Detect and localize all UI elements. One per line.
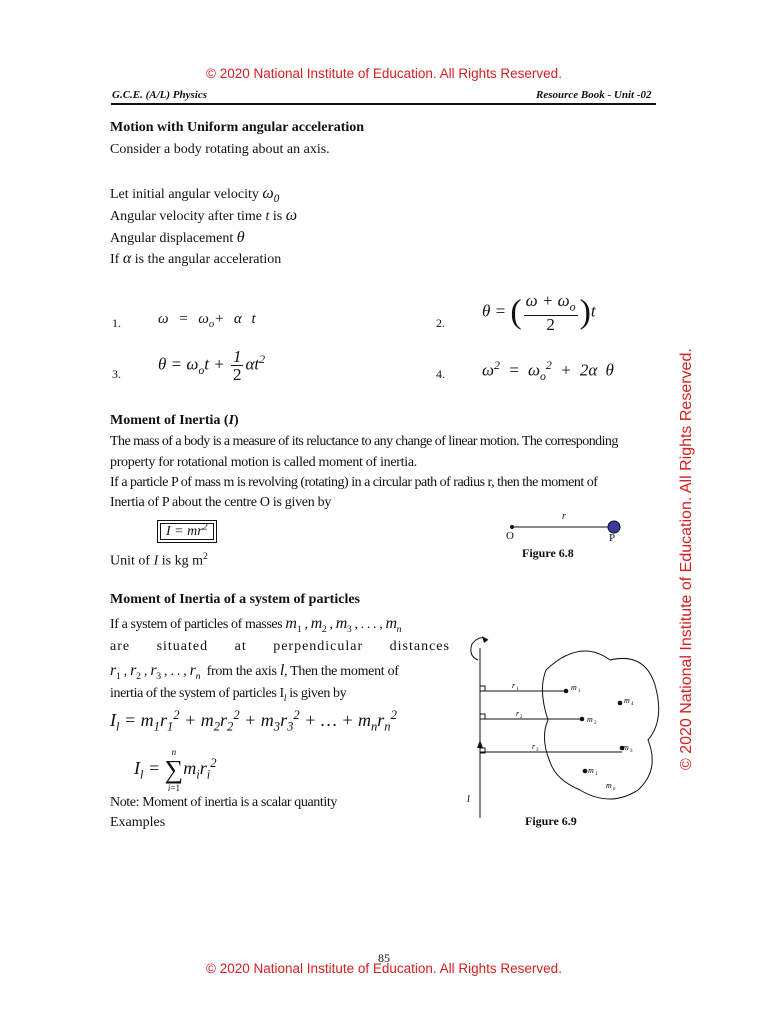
angular-acceleration-line: If α is the angular acceleration bbox=[110, 250, 282, 267]
svg-text:m: m bbox=[606, 781, 612, 790]
figure-6-8-O-label: O bbox=[506, 530, 514, 542]
svg-text:1: 1 bbox=[516, 687, 519, 692]
word-at: at bbox=[234, 639, 247, 654]
word-perpendicular: perpendicular bbox=[273, 639, 364, 654]
unit-of-inertia: Unit of I is kg $m^2$ bbox=[110, 551, 208, 569]
svg-text:r: r bbox=[516, 709, 520, 718]
moi-paragraph-line-2: property for rotational motion is called moment of inertia. bbox=[110, 455, 417, 470]
angular-velocity-label: Angular velocity after time bbox=[110, 209, 262, 224]
section-title-moment-of-inertia: Moment of Inertia (I) bbox=[110, 413, 239, 428]
angular-velocity-line: Angular velocity after time t is ω bbox=[110, 207, 298, 224]
copyright-bottom: © 2020 National Institute of Education. All Rights Reserved. bbox=[206, 961, 562, 976]
svg-text:r: r bbox=[512, 681, 516, 690]
system-line-3: $r_1$ , $r_2$ , $r_3$ , . . , $r_n$ from the axis l, Then the moment of bbox=[110, 662, 399, 682]
equation-number-3: 3. bbox=[112, 367, 121, 381]
unit-label: Unit of bbox=[110, 553, 151, 569]
copyright-vertical: © 2020 National Institute of Education. All Rights Reserved. bbox=[678, 348, 695, 770]
initial-angular-velocity-line: Let initial angular velocity $\omega_0$ bbox=[110, 185, 280, 206]
svg-text:m: m bbox=[571, 683, 577, 692]
intro-text: Consider a body rotating about an axis. bbox=[110, 142, 330, 157]
equation-number-2: 2. bbox=[436, 316, 445, 330]
boxed-formula-I-mr2: $I = mr^2$ bbox=[160, 521, 214, 540]
svg-text:m: m bbox=[588, 766, 594, 775]
system-line-4: inertia of the system of particles $I_l$ is given by bbox=[110, 686, 347, 704]
svg-text:2: 2 bbox=[594, 721, 597, 726]
svg-text:l: l bbox=[467, 794, 470, 805]
svg-text:r: r bbox=[532, 742, 536, 751]
equation-4: $\omega^2 = \omega_o^2 + 2\alpha$ θ bbox=[482, 358, 614, 384]
system-line-2 bbox=[110, 637, 450, 657]
is-word: is bbox=[272, 209, 283, 224]
system-line-1: If a system of particles of masses $m_1$ , $m_2$ , $m_3$ , . . . , $m_n$ bbox=[110, 615, 402, 635]
then-moment-text: , Then the moment of bbox=[283, 664, 399, 679]
from-the-axis-text: from the axis bbox=[206, 664, 277, 679]
figure-6-8-r-label: r bbox=[562, 511, 566, 522]
inertia-symbol: I bbox=[153, 553, 159, 569]
svg-text:4: 4 bbox=[631, 702, 634, 707]
system-line-1-text: If a system of particles of masses bbox=[110, 617, 283, 632]
page-number: 85 bbox=[378, 951, 390, 965]
equation-2: θ = ( $\frac{\omega + \omega_o}{2}$ )t bbox=[482, 291, 596, 335]
angular-displacement-label: Angular displacement bbox=[110, 231, 234, 246]
header-right: Resource Book - Unit -02 bbox=[536, 89, 652, 101]
word-are: are bbox=[110, 639, 131, 654]
equation-number-4: 4. bbox=[436, 367, 445, 381]
svg-text:1: 1 bbox=[578, 689, 581, 694]
figure-6-9-diagram bbox=[460, 630, 670, 820]
svg-text:m: m bbox=[587, 715, 593, 724]
note-scalar-quantity: Note: Moment of inertia is a scalar quantity bbox=[110, 795, 337, 810]
copyright-top: © 2020 National Institute of Education. All Rights Reserved. bbox=[206, 66, 562, 81]
equation-3: $\theta = \omega_ot$ + $\frac{1}{2}$ $\alpha t^2$ bbox=[158, 347, 266, 384]
header-left: G.C.E. (A/L) Physics bbox=[112, 89, 208, 101]
system-inertia-sum-expanded: $I_l = m_1r_1^2 + m_2r_2^2 + m_3r_3^2$ + … + $m_nr_n^2$ bbox=[110, 708, 397, 734]
word-distances: distances bbox=[389, 639, 450, 654]
system-line-4-text: inertia of the system of particles I bbox=[110, 686, 284, 701]
examples-label: Examples bbox=[110, 815, 166, 830]
svg-text:3: 3 bbox=[536, 748, 539, 753]
system-inertia-sigma: $I_l$ = n ∑ i=1 $m_ir_i^2$ bbox=[134, 747, 217, 793]
svg-text:m: m bbox=[624, 696, 630, 705]
if-word: If bbox=[110, 252, 120, 267]
svg-text:n: n bbox=[613, 787, 616, 792]
svg-text:2: 2 bbox=[520, 715, 523, 720]
is-given-by-text: is given by bbox=[289, 686, 347, 701]
svg-text:1: 1 bbox=[595, 772, 598, 777]
unit-value: is kg m bbox=[161, 553, 203, 569]
svg-text:3: 3 bbox=[630, 749, 633, 754]
header-rule bbox=[111, 103, 656, 105]
moi-paragraph-line-3: If a particle P of mass m is revolving (rotating) in a circular path of radius r, then the moment of bbox=[110, 475, 598, 490]
word-situated: situated bbox=[156, 639, 209, 654]
time-symbol: t bbox=[265, 209, 270, 224]
moi-paragraph-line-1: The mass of a body is a measure of its reluctance to any change of linear motion. The corresponding bbox=[110, 434, 618, 449]
angular-acceleration-label: is the angular acceleration bbox=[134, 252, 282, 267]
equation-1: $\omega = \omega_o+ \alpha$ t bbox=[158, 311, 256, 330]
figure-6-8-P-label: P bbox=[609, 532, 616, 544]
figure-6-9-caption: Figure 6.9 bbox=[525, 814, 577, 828]
equation-number-1: 1. bbox=[112, 316, 121, 330]
moi-paragraph-line-4: Inertia of P about the centre O is given by bbox=[110, 495, 332, 510]
angular-displacement-line: Angular displacement θ bbox=[110, 229, 245, 246]
svg-text:m: m bbox=[623, 743, 629, 752]
section-title-system-of-particles: Moment of Inertia of a system of particles bbox=[110, 592, 360, 607]
figure-6-8-caption: Figure 6.8 bbox=[522, 546, 574, 560]
initial-angular-velocity-label: Let initial angular velocity bbox=[110, 187, 259, 202]
section-title-uniform-angular-acceleration: Motion with Uniform angular acceleration bbox=[110, 120, 365, 135]
